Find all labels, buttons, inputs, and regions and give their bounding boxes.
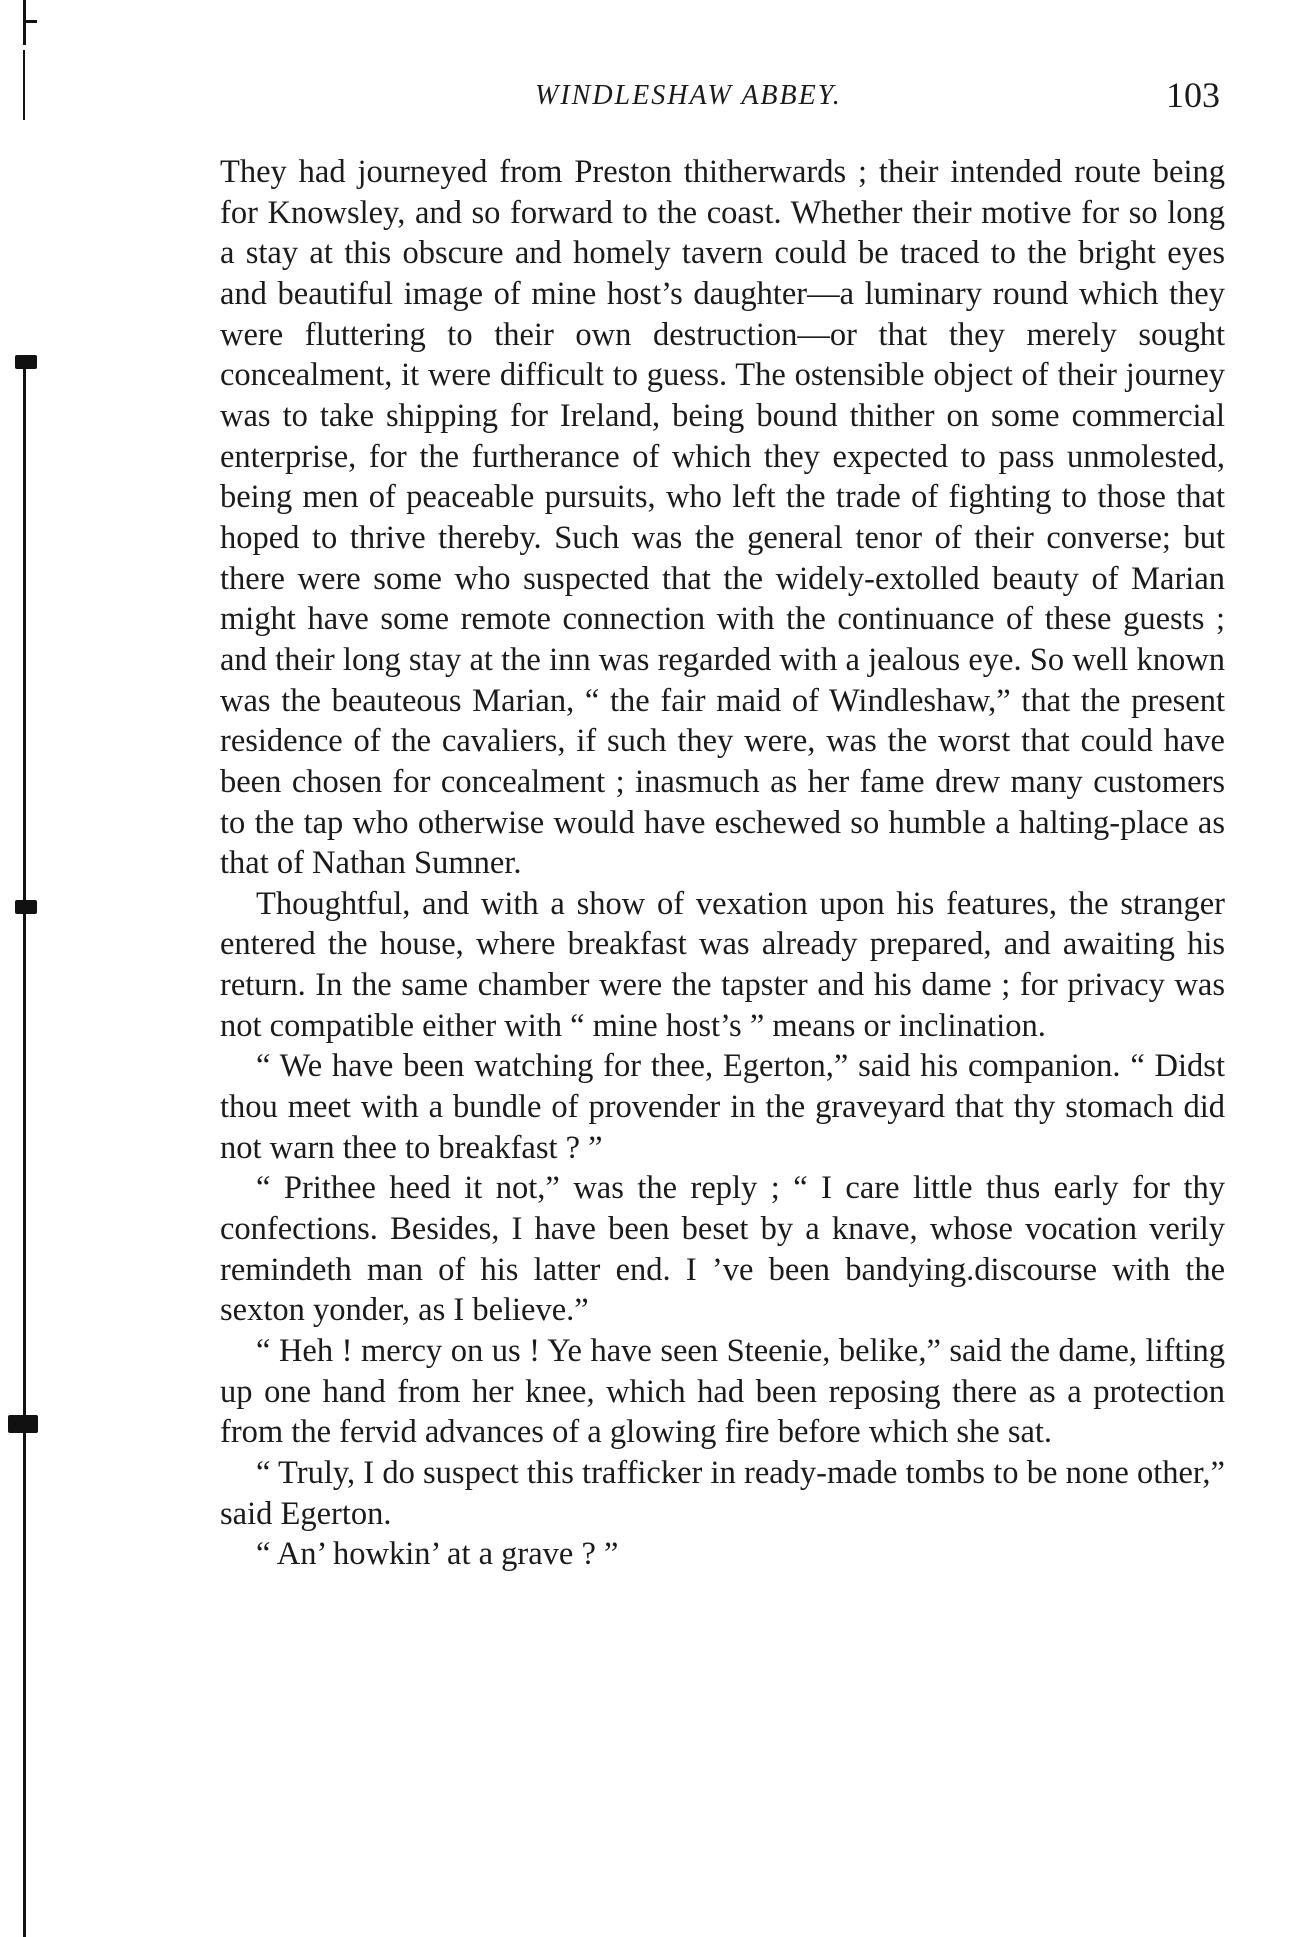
paragraph: “ Heh ! mercy on us ! Ye have seen Steenie, belike,” said the dame, lifting up one hand from her knee, which had been reposing there as a protection from the fervid advances of a glowing fire before which she sat. — [220, 1333, 1225, 1451]
paragraph: “ Prithee heed it not,” was the reply ; “ I care little thus early for thy confections. Besides, I have been beset by a knave, whose vocation verily remindeth man of his latter end. I ’ve been bandying.discourse with the sexton yonder, as I believe.” — [220, 1170, 1225, 1329]
paragraph: They had journeyed from Preston thitherwards ; their intended route being for Knowsley, and so forward to the coast. Whether their motive for so long a stay at this obscure and homely tavern could be traced to the bright eyes and beautiful image of mine host’s daughter—a luminary round which they were fluttering to their own destruction—or that they merely sought concealment, it were difficult to guess. The ostensible object of their journey was to take shipping for Ireland, being bound thither on some commercial enterprise, for the furtherance of which they expected to pass unmolested, being men of peaceable pursuits, who left the trade of fighting to those that hoped to thrive thereby. Such was the general tenor of their converse; but there were some who suspected that the widely-extolled beauty of Marian might have some remote connection with the continuance of these guests ; and their long stay at the inn was regarded with a jealous eye. So well known was the beauteous Marian, “ the fair maid of Windleshaw,” that the present residence of the cavaliers, if such they were, was the worst that could have been chosen for concealment ; inasmuch as her fame drew many customers to the tap who otherwise would have eschewed so humble a halting-place as that of Nathan Sumner. — [220, 154, 1225, 882]
margin-binding-rule — [23, 355, 26, 1937]
running-head — [220, 75, 1225, 120]
margin-binding-mark — [15, 900, 37, 914]
paragraph: “ Truly, I do suspect this trafficker in ready-made tombs to be none other,” said Egerton. — [220, 1455, 1225, 1532]
running-title: WINDLESHAW ABBEY. — [535, 80, 842, 111]
page-number: 103 — [1166, 75, 1220, 115]
margin-binding-mark — [23, 50, 25, 120]
margin-binding-mark — [25, 20, 37, 23]
margin-binding-mark — [8, 1415, 38, 1433]
body-text — [220, 152, 1225, 1575]
paragraph: Thoughtful, and with a show of vexation upon his features, the stranger entered the house, where breakfast was already prepared, and awaiting his return. In the same chamber were the tapster and his dame ; for privacy was not compatible either with “ mine host’s ” means or inclination. — [220, 885, 1225, 1044]
paragraph: “ We have been watching for thee, Egerton,” said his companion. “ Didst thou meet with a bundle of provender in the graveyard that thy stomach did not warn thee to breakfast ? ” — [220, 1048, 1225, 1166]
paragraph: “ An’ howkin’ at a grave ? ” — [256, 1536, 619, 1573]
margin-binding-mark — [15, 355, 37, 369]
